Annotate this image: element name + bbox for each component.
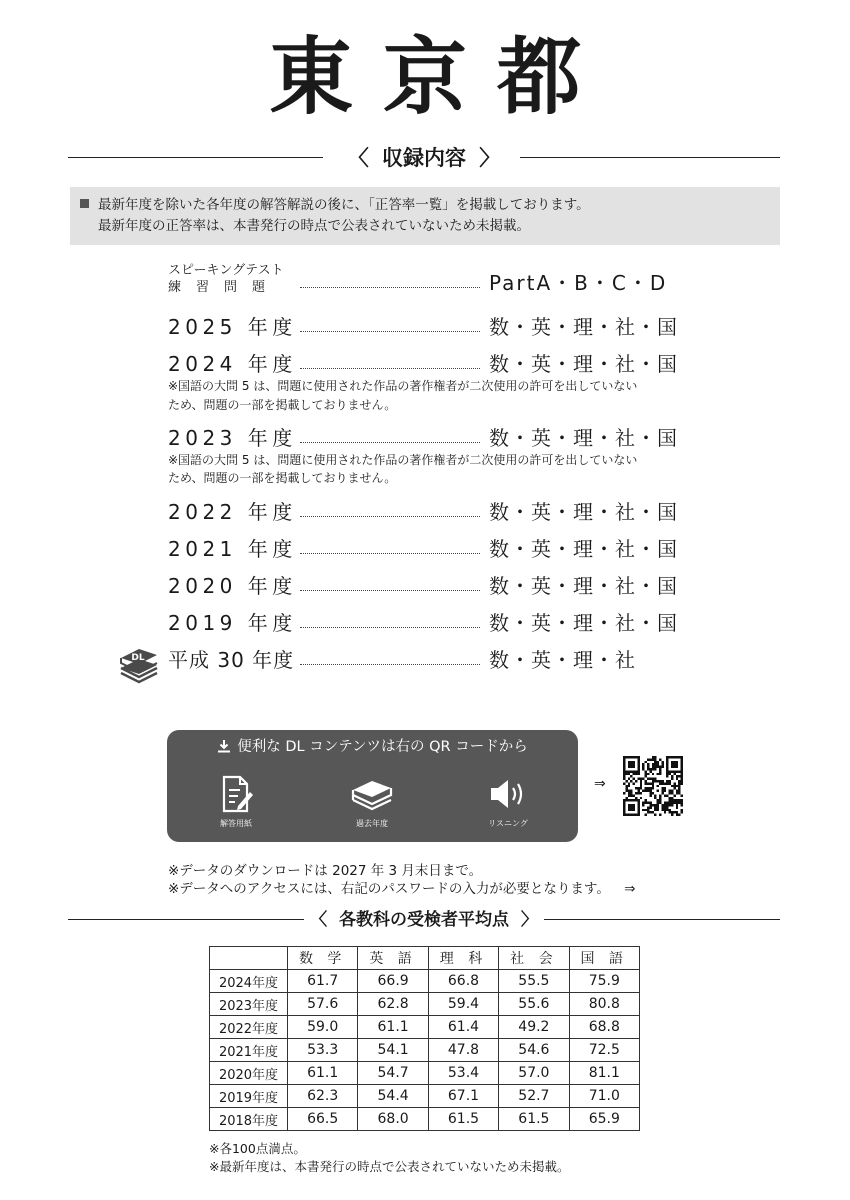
password-note bbox=[168, 879, 635, 899]
table-score-cell: 72.5 bbox=[569, 1039, 639, 1062]
table-year-cell: 2020年度 bbox=[210, 1062, 288, 1085]
square-bullet-icon bbox=[80, 199, 89, 208]
table-score-cell: 47.8 bbox=[428, 1039, 498, 1062]
table-row bbox=[210, 970, 640, 993]
table-year-cell: 2021年度 bbox=[210, 1039, 288, 1062]
arrow-to-qr: ⇒ bbox=[594, 776, 606, 792]
table-score-cell: 54.7 bbox=[358, 1062, 428, 1085]
contents-subjects: 数・英・理・社・国 bbox=[489, 537, 678, 561]
dl-item-answer-sheet[interactable] bbox=[191, 774, 281, 830]
contents-year: 2021 年度 bbox=[168, 537, 297, 561]
section-heading-scores: 〈 各教科の受検者平均点 〉 bbox=[68, 905, 780, 935]
page-title: 東京都 bbox=[268, 28, 611, 126]
contents-subjects: 数・英・理・社・国 bbox=[489, 574, 678, 598]
table-header-cell: 英 語 bbox=[358, 947, 428, 970]
table-row bbox=[210, 1062, 640, 1085]
table-row bbox=[210, 993, 640, 1016]
table-score-cell: 75.9 bbox=[569, 970, 639, 993]
dot-leader bbox=[300, 553, 480, 554]
contents-subjects: 数・英・理・社・国 bbox=[489, 426, 678, 450]
table-score-cell: 54.6 bbox=[499, 1039, 569, 1062]
dot-leader bbox=[300, 331, 480, 332]
table-score-cell: 61.7 bbox=[288, 970, 358, 993]
download-deadline-note: ※データのダウンロードは 2027 年 3 月末日まで。 bbox=[168, 863, 483, 879]
table-score-cell: 61.1 bbox=[358, 1016, 428, 1039]
table-score-cell: 61.5 bbox=[428, 1108, 498, 1131]
contents-year: 2023 年度 bbox=[168, 426, 297, 450]
table-year-cell: 2022年度 bbox=[210, 1016, 288, 1039]
password-arrow: ⇒ bbox=[624, 881, 636, 897]
table-score-cell: 55.5 bbox=[499, 970, 569, 993]
copyright-note-line-1: ※国語の大問 5 は、問題に使用された作品の著作権者が二次使用の許可を出していない bbox=[168, 453, 638, 467]
answer-sheet-icon bbox=[216, 774, 256, 814]
dl-item-label: リスニング bbox=[488, 819, 528, 828]
table-corner-cell bbox=[210, 947, 288, 970]
footnote-full-score: ※各100点満点。 bbox=[209, 1141, 306, 1156]
table-score-cell: 54.1 bbox=[358, 1039, 428, 1062]
contents-subjects: 数・英・理・社・国 bbox=[489, 315, 678, 339]
notice-line-1: 最新年度を除いた各年度の解答解説の後に、「正答率一覧」を掲載しております。 bbox=[98, 197, 590, 213]
dot-leader bbox=[300, 590, 480, 591]
table-year-cell: 2024年度 bbox=[210, 970, 288, 993]
footnote-latest-year: ※最新年度は、本書発行の時点で公表されていないため未掲載。 bbox=[209, 1159, 570, 1174]
contents-year: 平成 30 年度 bbox=[168, 648, 295, 672]
password-note-text: ※データへのアクセスには、右記のパスワードの入力が必要となります。 bbox=[168, 881, 610, 897]
table-header-row bbox=[210, 947, 640, 970]
table-score-cell: 59.0 bbox=[288, 1016, 358, 1039]
qr-code[interactable] bbox=[623, 756, 683, 816]
contents-row bbox=[168, 497, 688, 527]
table-header-cell: 社 会 bbox=[499, 947, 569, 970]
section-heading-contents: 〈 収録内容 〉 bbox=[68, 143, 780, 173]
table-score-cell: 49.2 bbox=[499, 1016, 569, 1039]
table-score-cell: 57.6 bbox=[288, 993, 358, 1016]
dl-item-listening[interactable] bbox=[463, 774, 553, 830]
dl-badge-label: DL bbox=[131, 653, 145, 663]
table-score-cell: 65.9 bbox=[569, 1108, 639, 1131]
table-row bbox=[210, 1016, 640, 1039]
contents-year: 2020 年度 bbox=[168, 574, 297, 598]
table-score-cell: 61.1 bbox=[288, 1062, 358, 1085]
table-header-cell: 理 科 bbox=[428, 947, 498, 970]
section-heading-label: 各教科の受検者平均点 bbox=[333, 910, 515, 930]
table-score-cell: 62.3 bbox=[288, 1085, 358, 1108]
contents-subjects: 数・英・理・社・国 bbox=[489, 500, 678, 524]
table-score-cell: 62.8 bbox=[358, 993, 428, 1016]
table-score-cell: 59.4 bbox=[428, 993, 498, 1016]
table-score-cell: 80.8 bbox=[569, 993, 639, 1016]
table-score-cell: 68.8 bbox=[569, 1016, 639, 1039]
table-score-cell: 55.6 bbox=[499, 993, 569, 1016]
notice-box bbox=[70, 187, 780, 245]
table-row bbox=[210, 1039, 640, 1062]
contents-row bbox=[168, 534, 688, 564]
contents-year: 2022 年度 bbox=[168, 500, 297, 524]
table-header-cell: 数 学 bbox=[288, 947, 358, 970]
table-score-cell: 66.8 bbox=[428, 970, 498, 993]
dot-leader bbox=[300, 664, 480, 665]
table-score-cell: 66.9 bbox=[358, 970, 428, 993]
dl-box-heading: 便利な DL コンテンツは右の QR コードから bbox=[237, 739, 528, 755]
table-score-cell: 81.1 bbox=[569, 1062, 639, 1085]
copyright-note-line-2: ため、問題の一部を掲載しておりません。 bbox=[168, 471, 397, 485]
contents-row bbox=[168, 608, 688, 638]
table-year-cell: 2019年度 bbox=[210, 1085, 288, 1108]
contents-row bbox=[168, 645, 688, 675]
table-score-cell: 61.5 bbox=[499, 1108, 569, 1131]
table-score-cell: 61.4 bbox=[428, 1016, 498, 1039]
speaking-label-1: スピーキングテスト bbox=[168, 263, 284, 278]
table-score-cell: 66.5 bbox=[288, 1108, 358, 1131]
table-year-cell: 2018年度 bbox=[210, 1108, 288, 1131]
contents-subjects: 数・英・理・社・国 bbox=[489, 611, 678, 635]
table-score-cell: 71.0 bbox=[569, 1085, 639, 1108]
table-header-cell: 国 語 bbox=[569, 947, 639, 970]
download-icon bbox=[217, 739, 231, 753]
table-score-cell: 53.4 bbox=[428, 1062, 498, 1085]
table-score-cell: 68.0 bbox=[358, 1108, 428, 1131]
dot-leader bbox=[300, 287, 480, 288]
table-score-cell: 52.7 bbox=[499, 1085, 569, 1108]
contents-subjects: 数・英・理・社 bbox=[489, 648, 636, 672]
copyright-note-line-2: ため、問題の一部を掲載しておりません。 bbox=[168, 398, 397, 412]
contents-row bbox=[168, 423, 688, 453]
average-score-table bbox=[209, 946, 640, 1131]
contents-subjects: 数・英・理・社・国 bbox=[489, 352, 678, 376]
dl-books-icon bbox=[115, 644, 161, 684]
dot-leader bbox=[300, 627, 480, 628]
table-score-cell: 54.4 bbox=[358, 1085, 428, 1108]
dot-leader bbox=[300, 516, 480, 517]
contents-year: 2024 年度 bbox=[168, 352, 297, 376]
contents-year: 2019 年度 bbox=[168, 611, 297, 635]
section-heading-label: 収録内容 bbox=[376, 146, 472, 170]
contents-year: 2025 年度 bbox=[168, 315, 297, 339]
table-year-cell: 2023年度 bbox=[210, 993, 288, 1016]
table-score-cell: 67.1 bbox=[428, 1085, 498, 1108]
dot-leader bbox=[300, 368, 480, 369]
contents-row bbox=[168, 312, 688, 342]
notice-line-2: 最新年度の正答率は、本書発行の時点で公表されていないため未掲載。 bbox=[98, 218, 530, 234]
speaker-icon bbox=[485, 774, 531, 814]
table-row bbox=[210, 1108, 640, 1131]
table-row bbox=[210, 1085, 640, 1108]
speaking-label-2: 練 習 問 題 bbox=[168, 280, 267, 295]
contents-row bbox=[168, 349, 688, 379]
dl-item-past-years[interactable] bbox=[327, 774, 417, 830]
contents-row-speaking bbox=[168, 263, 688, 298]
speaking-subjects: PartA・B・C・D bbox=[489, 271, 668, 295]
copyright-note-line-1: ※国語の大問 5 は、問題に使用された作品の著作権者が二次使用の許可を出していない bbox=[168, 379, 638, 393]
contents-row bbox=[168, 571, 688, 601]
books-icon bbox=[349, 774, 395, 814]
dl-item-label: 解答用紙 bbox=[220, 819, 252, 828]
dot-leader bbox=[300, 442, 480, 443]
table-score-cell: 57.0 bbox=[499, 1062, 569, 1085]
dl-content-box[interactable] bbox=[167, 730, 578, 842]
dl-item-label: 過去年度 bbox=[356, 819, 388, 828]
table-score-cell: 53.3 bbox=[288, 1039, 358, 1062]
